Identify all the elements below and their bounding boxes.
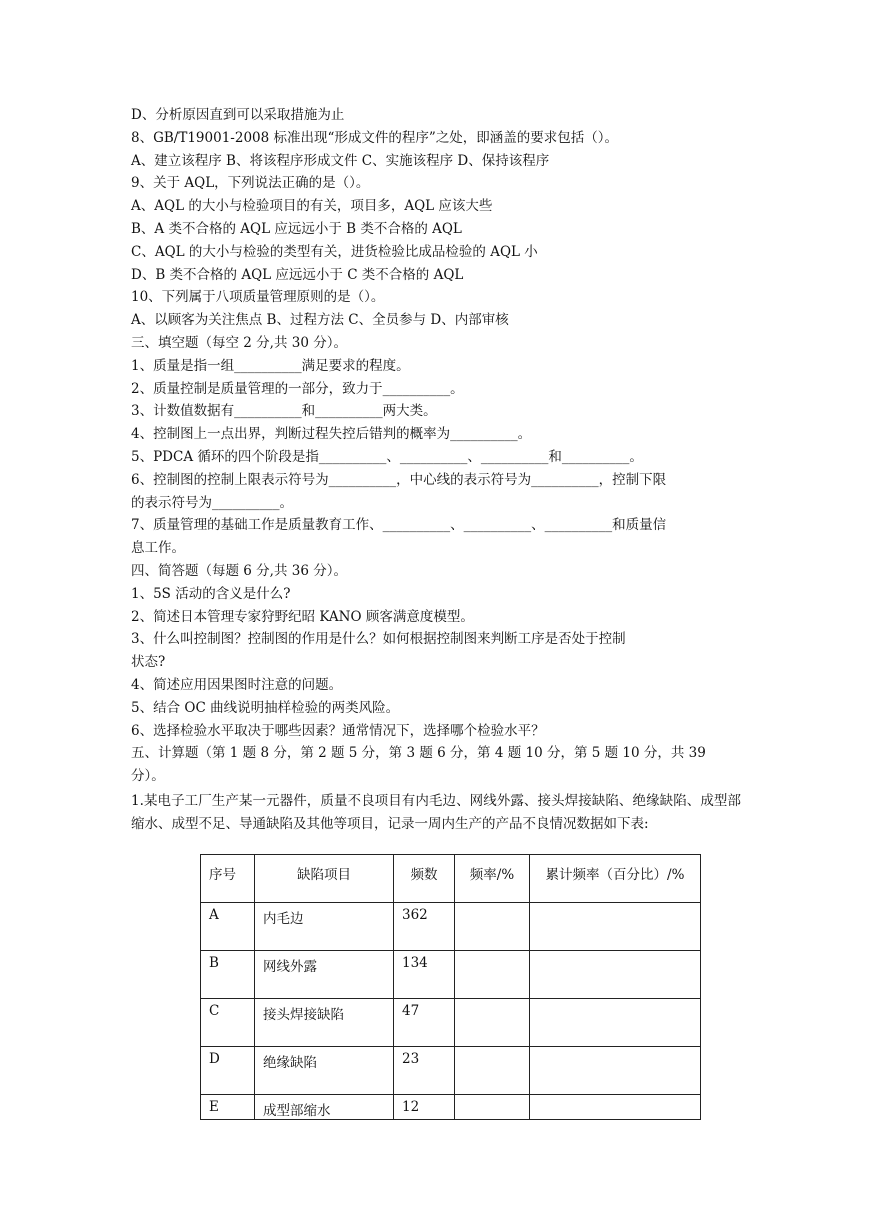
- cell-frequency: 47: [394, 999, 455, 1047]
- header-serial: 序号: [201, 855, 255, 903]
- short-answer-5: 5、结合 OC 曲线说明抽样检验的两类风险。: [131, 699, 400, 716]
- cell-defect-item: 绝缘缺陷: [255, 1047, 394, 1095]
- text-line: D、分析原因直到可以采取措施为止: [131, 107, 345, 123]
- cell-rate: [455, 1095, 530, 1120]
- table-row: [201, 1047, 701, 1095]
- cell-cumulative-rate: [530, 903, 701, 951]
- header-defect-item: 缺陷项目: [255, 855, 394, 903]
- short-answer-1: 1、5S 活动的含义是什么?: [131, 585, 291, 602]
- fill-in-4: 4、控制图上一点出界，判断过程失控后错判的概率为__________。: [131, 426, 532, 443]
- fill-in-2: 2、质量控制是质量管理的一部分，致力于__________。: [131, 380, 464, 397]
- document-body: [131, 104, 741, 836]
- short-answer-6: 6、选择检验水平取决于哪些因素？通常情况下，选择哪个检验水平？: [131, 722, 545, 739]
- section-heading-calculation-cont: 分）。: [131, 768, 165, 785]
- short-answer-4: 4、简述应用因果图时注意的问题。: [131, 676, 343, 693]
- fill-in-6: 6、控制图的控制上限表示符号为__________，中心线的表示符号为__________，控制下限: [131, 471, 667, 488]
- cell-cumulative-rate: [530, 999, 701, 1047]
- cell-frequency: 23: [394, 1047, 455, 1095]
- cell-cumulative-rate: [530, 1047, 701, 1095]
- cell-rate: [455, 903, 530, 951]
- calculation-problem-1: 1.某电子工厂生产某一元器件，质量不良项目有内毛边、网线外露、接头焊接缺陷、绝缘缺陷、成型部缩水、成型不足、导通缺陷及其他等项目，记录一周内生产的产品不良情况数据如下表:: [131, 792, 741, 832]
- cell-defect-item: 网线外露: [255, 951, 394, 999]
- cell-frequency: 12: [394, 1095, 455, 1120]
- cell-defect-item: 接头焊接缺陷: [255, 999, 394, 1047]
- cell-rate: [455, 1047, 530, 1095]
- question-9-option-a: A、AQL 的大小与检验项目的有关，项目多，AQL 应该大些: [131, 198, 493, 215]
- section-heading-calculation: 五、计算题（第 1 题 8 分，第 2 题 5 分，第 3 题 6 分，第 4 题 10 分，第 5 题 10 分，共 39: [131, 745, 706, 762]
- cell-rate: [455, 951, 530, 999]
- cell-defect-item: 内毛边: [255, 903, 394, 951]
- cell-serial: B: [201, 951, 255, 999]
- question-8: 8、GB/T19001-2008 标准出现“形成文件的程序”之处，即涵盖的要求包括（）。: [131, 129, 619, 146]
- fill-in-6-cont: 的表示符号为__________。: [131, 494, 293, 511]
- cell-defect-item: 成型部缩水: [255, 1095, 394, 1120]
- cell-cumulative-rate: [530, 1095, 701, 1120]
- cell-cumulative-rate: [530, 951, 701, 999]
- fill-in-7-cont: 息工作。: [131, 540, 185, 557]
- table-row: [201, 951, 701, 999]
- short-answer-3-cont: 状态?: [131, 654, 166, 671]
- cell-frequency: 134: [394, 951, 455, 999]
- defect-table: [200, 854, 701, 1120]
- table-row: [201, 903, 701, 951]
- fill-in-5: 5、PDCA 循环的四个阶段是指__________、__________、__________和__________。: [131, 448, 643, 465]
- section-heading-fill-in: 三、填空题（每空 2 分,共 30 分）。: [131, 334, 347, 351]
- cell-serial: D: [201, 1047, 255, 1095]
- section-heading-short-answer: 四、简答题（每题 6 分,共 36 分）。: [131, 562, 347, 579]
- question-10: 10、下列属于八项质量管理原则的是（）。: [131, 289, 385, 306]
- header-cumulative-rate: 累计频率（百分比）/%: [530, 855, 701, 903]
- fill-in-3: 3、计数值数据有__________和__________两大类。: [131, 403, 437, 420]
- table-header-row: [201, 855, 701, 903]
- cell-rate: [455, 999, 530, 1047]
- short-answer-2: 2、简述日本管理专家狩野纪昭 KANO 顾客满意度模型。: [131, 608, 474, 625]
- cell-serial: A: [201, 903, 255, 951]
- short-answer-3: 3、什么叫控制图？控制图的作用是什么？如何根据控制图来判断工序是否处于控制: [131, 631, 626, 648]
- table-row: [201, 1095, 701, 1120]
- cell-frequency: 362: [394, 903, 455, 951]
- fill-in-1: 1、质量是指一组__________满足要求的程度。: [131, 357, 410, 374]
- question-10-options: A、以顾客为关注焦点 B、过程方法 C、全员参与 D、内部审核: [131, 312, 509, 329]
- header-frequency: 频数: [394, 855, 455, 903]
- fill-in-7: 7、质量管理的基础工作是质量教育工作、__________、__________、__________和质量信: [131, 517, 667, 534]
- question-9: 9、关于 AQL，下列说法正确的是（）。: [131, 175, 370, 192]
- table-row: [201, 999, 701, 1047]
- cell-serial: E: [201, 1095, 255, 1120]
- question-8-options: A、建立该程序 B、将该程序形成文件 C、实施该程序 D、保持该程序: [131, 152, 550, 169]
- question-9-option-d: D、B 类不合格的 AQL 应远远小于 C 类不合格的 AQL: [131, 266, 464, 283]
- header-rate: 频率/%: [455, 855, 530, 903]
- question-9-option-b: B、A 类不合格的 AQL 应远远小于 B 类不合格的 AQL: [131, 220, 462, 237]
- cell-serial: C: [201, 999, 255, 1047]
- question-9-option-c: C、AQL 的大小与检验的类型有关，进货检验比成品检验的 AQL 小: [131, 243, 538, 260]
